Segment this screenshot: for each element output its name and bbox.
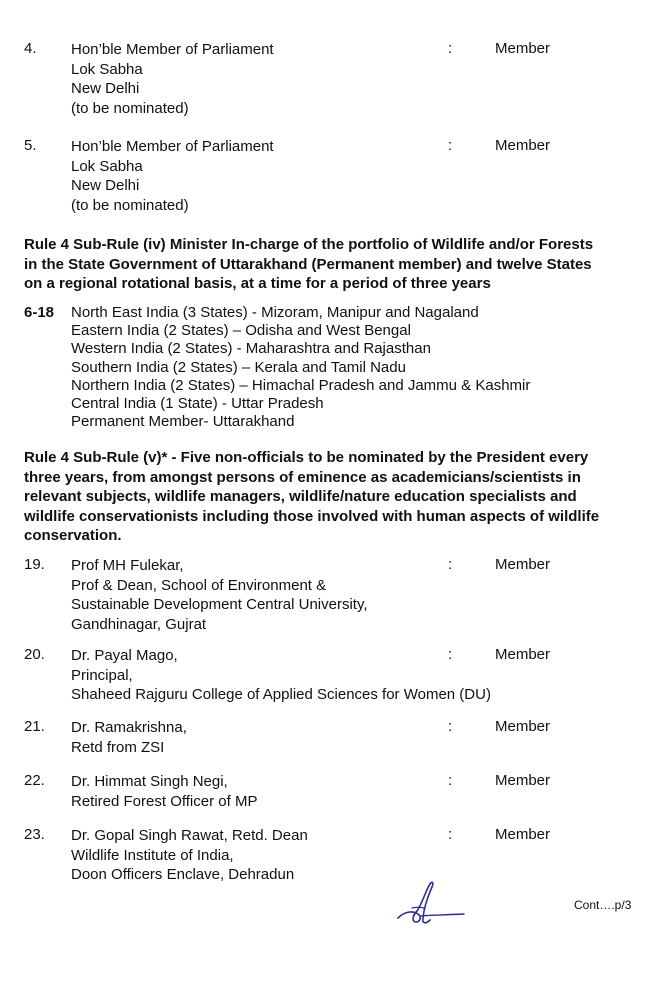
state-line: Southern India (2 States) – Kerala and Tamil Nadu [71, 358, 406, 376]
state-line: Northern India (2 States) – Himachal Pradesh and Jammu & Kashmir [71, 376, 531, 394]
signature [390, 878, 470, 928]
entry-line: Lok Sabha [71, 60, 143, 78]
entry-line: Hon’ble Member of Parliament [71, 41, 274, 58]
state-line: Permanent Member- Uttarakhand [71, 413, 295, 431]
entry-line: Shaheed Rajguru College of Applied Sciences for Women (DU) [71, 686, 491, 704]
states-list [71, 304, 530, 431]
entry-role: Member [495, 556, 551, 573]
entry-details [71, 772, 257, 811]
entry-details [71, 40, 274, 118]
entry-number: 5. [24, 137, 37, 154]
state-line: Eastern India (2 States) – Odisha and West Bengal [71, 322, 411, 340]
entry-colon: : [448, 556, 453, 573]
heading-line: wildlife conservationists including those involved with human aspects of wildlife [24, 507, 600, 525]
entry-colon: : [448, 137, 453, 154]
state-line: Western India (2 States) - Maharashtra and Rajasthan [71, 340, 431, 358]
entry-line: New Delhi [71, 80, 140, 98]
entry-line: Gandhinagar, Gujrat [71, 615, 207, 633]
entry-role: Member [495, 826, 551, 843]
entry-colon: : [448, 718, 453, 735]
entry-details [71, 826, 308, 885]
entry-line: Dr. Payal Mago, [71, 647, 178, 664]
state-line: Central India (1 State) - Uttar Pradesh [71, 394, 324, 412]
entry-line: Hon’ble Member of Parliament [71, 138, 274, 155]
entry-number: 4. [24, 40, 37, 57]
heading-line: relevant subjects, wildlife managers, wildlife/nature education specialists and [24, 488, 577, 506]
rule-v-heading [24, 448, 624, 546]
entry-line: Doon Officers Enclave, Dehradun [71, 866, 295, 884]
entry-line: Dr. Ramakrishna, [71, 719, 187, 736]
entry-role: Member [495, 40, 551, 57]
entry-colon: : [448, 646, 453, 663]
entry-line: Retd from ZSI [71, 738, 165, 756]
heading-line: in the State Government of Uttarakhand (Permanent member) and twelve States [24, 255, 592, 273]
entry-number: 22. [24, 772, 45, 789]
entry-colon: : [448, 40, 453, 57]
entry-line: Dr. Gopal Singh Rawat, Retd. Dean [71, 827, 308, 844]
entry-details [71, 137, 274, 215]
entry-line: (to be nominated) [71, 196, 189, 214]
entry-role: Member [495, 718, 551, 735]
entry-line: (to be nominated) [71, 99, 189, 117]
continued-marker: Cont….p/3 [574, 898, 632, 912]
entry-line: Sustainable Development Central University, [71, 596, 368, 614]
entry-details [71, 646, 491, 705]
entry-details [71, 556, 368, 634]
entry-role: Member [495, 137, 551, 154]
entry-colon: : [448, 826, 453, 843]
heading-line: conservation. [24, 527, 122, 545]
state-line: North East India (3 States) - Mizoram, Manipur and Nagaland [71, 304, 479, 321]
heading-line: Rule 4 Sub-Rule (v)* - Five non-officials to be nominated by the President every [24, 449, 589, 466]
entry-line: New Delhi [71, 177, 140, 195]
entry-number: 20. [24, 646, 45, 663]
heading-line: Rule 4 Sub-Rule (iv) Minister In-charge of the portfolio of Wildlife and/or Forests [24, 236, 594, 253]
heading-line: on a regional rotational basis, at a time for a period of three years [24, 275, 491, 293]
entry-line: Prof & Dean, School of Environment & [71, 576, 327, 594]
entry-line: Dr. Himmat Singh Negi, [71, 773, 228, 790]
heading-line: three years, from amongst persons of eminence as academicians/scientists in [24, 468, 581, 486]
entry-line: Retired Forest Officer of MP [71, 792, 258, 810]
rule-iv-heading [24, 235, 624, 294]
entry-number: 23. [24, 826, 45, 843]
entry-role: Member [495, 772, 551, 789]
entry-line: Prof MH Fulekar, [71, 557, 184, 574]
entry-details [71, 718, 187, 757]
entry-role: Member [495, 646, 551, 663]
entry-number: 21. [24, 718, 45, 735]
entry-line: Wildlife Institute of India, [71, 846, 234, 864]
entry-line: Principal, [71, 666, 133, 684]
entry-colon: : [448, 772, 453, 789]
entry-line: Lok Sabha [71, 157, 143, 175]
entry-number: 6-18 [24, 304, 55, 321]
entry-number: 19. [24, 556, 45, 573]
